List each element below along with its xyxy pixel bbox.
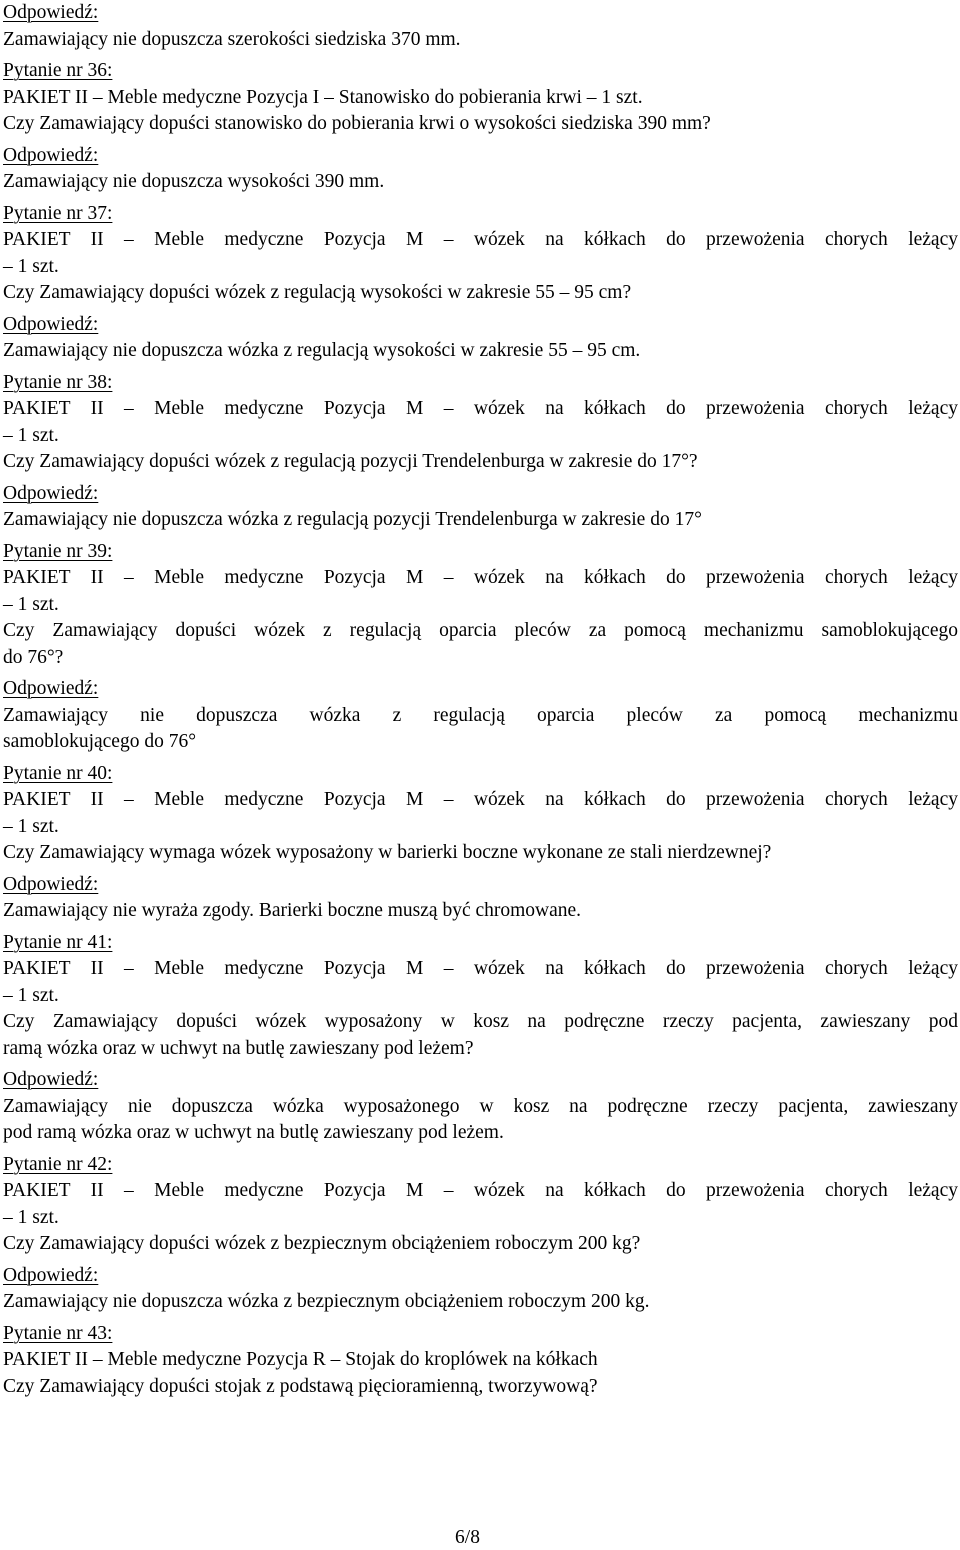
- question-block: [3, 1321, 958, 1401]
- text-line: – 1 szt.: [3, 255, 59, 277]
- text-line: PAKIET II – Meble medyczne Pozycja M – wózek na kółkach do przewożenia chorych leżący: [3, 789, 958, 810]
- question-block: [3, 201, 958, 307]
- text-line: Czy Zamawiający dopuści wózek wyposażony w kosz na podręczne rzeczy pacjenta, zawieszany pod: [3, 1011, 958, 1032]
- text-line: Zamawiający nie wyraża zgody. Barierki boczne muszą być chromowane.: [3, 900, 582, 921]
- answer-block: [3, 481, 958, 534]
- answer-label: Odpowiedź:: [3, 144, 99, 166]
- question-block: [3, 539, 958, 672]
- question-label: Pytanie nr 42:: [3, 1153, 113, 1175]
- text-line: do 76°?: [3, 646, 64, 668]
- answer-label: Odpowiedź:: [3, 678, 99, 699]
- text-line: Zamawiający nie dopuszcza szerokości siedziska 370 mm.: [3, 28, 461, 50]
- question-block: [3, 58, 958, 138]
- question-label: Pytanie nr 41:: [3, 931, 113, 953]
- answer-label: Odpowiedź:: [3, 482, 99, 504]
- question-label: Pytanie nr 40:: [3, 762, 113, 784]
- text-line: Zamawiający nie dopuszcza wysokości 390 mm.: [3, 171, 385, 192]
- text-line: Czy Zamawiający wymaga wózek wyposażony w barierki boczne wykonane ze stali nierdzewnej?: [3, 842, 772, 863]
- question-label: Pytanie nr 36:: [3, 60, 113, 81]
- document-page: [3, 0, 958, 1400]
- question-block: [3, 761, 958, 867]
- question-block: [3, 1152, 958, 1258]
- question-label: Pytanie nr 37:: [3, 202, 113, 224]
- text-line: Czy Zamawiający dopuści wózek z regulacją oparcia pleców za pomocą mechanizmu samoblokującego: [3, 620, 958, 641]
- page-number: 6/8: [455, 1527, 480, 1548]
- question-block: [3, 370, 958, 476]
- text-line: Czy Zamawiający dopuści stanowisko do pobierania krwi o wysokości siedziska 390 mm?: [3, 113, 711, 134]
- answer-block: [3, 0, 958, 53]
- text-line: Zamawiający nie dopuszcza wózka z regulacją pozycji Trendelenburga w zakresie do 17°: [3, 509, 702, 530]
- text-line: Czy Zamawiający dopuści wózek z regulacją pozycji Trendelenburga w zakresie do 17°?: [3, 451, 698, 472]
- question-label: Pytanie nr 39:: [3, 540, 113, 562]
- text-line: PAKIET II – Meble medyczne Pozycja M – wózek na kółkach do przewożenia chorych leżący: [3, 229, 958, 250]
- answer-block: [3, 676, 958, 756]
- answer-label: Odpowiedź:: [3, 1069, 99, 1090]
- text-line: Czy Zamawiający dopuści wózek z regulacją wysokości w zakresie 55 – 95 cm?: [3, 282, 632, 303]
- text-line: Zamawiający nie dopuszcza wózka z regulacją oparcia pleców za pomocą mechanizmu: [3, 704, 958, 726]
- text-line: PAKIET II – Meble medyczne Pozycja M – wózek na kółkach do przewożenia chorych leżący: [3, 1180, 958, 1201]
- question-block: [3, 930, 958, 1063]
- answer-block: [3, 1263, 958, 1316]
- answer-label: Odpowiedź:: [3, 313, 99, 335]
- answer-block: [3, 312, 958, 365]
- text-line: Czy Zamawiający dopuści stojak z podstawą pięcioramienną, tworzywową?: [3, 1375, 598, 1397]
- text-line: pod ramą wózka oraz w uchwyt na butlę zawieszany pod leżem.: [3, 1122, 504, 1143]
- text-line: Zamawiający nie dopuszcza wózka wyposażonego w kosz na podręczne rzeczy pacjenta, zawieszany: [3, 1095, 958, 1117]
- text-line: samoblokującego do 76°: [3, 731, 197, 752]
- text-line: ramą wózka oraz w uchwyt na butlę zawieszany pod leżem?: [3, 1037, 474, 1059]
- question-label: Pytanie nr 43:: [3, 1322, 113, 1344]
- answer-block: [3, 143, 958, 196]
- text-line: – 1 szt.: [3, 984, 59, 1006]
- answer-label: Odpowiedź:: [3, 873, 99, 895]
- text-line: PAKIET II – Meble medyczne Pozycja M – wózek na kółkach do przewożenia chorych leżący: [3, 958, 958, 979]
- text-line: PAKIET II – Meble medyczne Pozycja I – Stanowisko do pobierania krwi – 1 szt.: [3, 86, 643, 108]
- text-line: Zamawiający nie dopuszcza wózka z regulacją wysokości w zakresie 55 – 95 cm.: [3, 340, 641, 361]
- text-line: – 1 szt.: [3, 593, 59, 615]
- answer-label: Odpowiedź:: [3, 2, 99, 23]
- text-line: – 1 szt.: [3, 815, 59, 837]
- text-line: – 1 szt.: [3, 424, 59, 446]
- text-line: PAKIET II – Meble medyczne Pozycja M – wózek na kółkach do przewożenia chorych leżący: [3, 398, 958, 419]
- text-line: PAKIET II – Meble medyczne Pozycja M – wózek na kółkach do przewożenia chorych leżący: [3, 567, 958, 588]
- answer-block: [3, 1067, 958, 1147]
- text-line: PAKIET II – Meble medyczne Pozycja R – Stojak do kroplówek na kółkach: [3, 1349, 598, 1370]
- text-line: Czy Zamawiający dopuści wózek z bezpiecznym obciążeniem roboczym 200 kg?: [3, 1233, 641, 1254]
- question-label: Pytanie nr 38:: [3, 371, 113, 393]
- text-line: Zamawiający nie dopuszcza wózka z bezpiecznym obciążeniem roboczym 200 kg.: [3, 1291, 650, 1312]
- text-line: – 1 szt.: [3, 1206, 59, 1228]
- answer-block: [3, 872, 958, 925]
- answer-label: Odpowiedź:: [3, 1264, 99, 1286]
